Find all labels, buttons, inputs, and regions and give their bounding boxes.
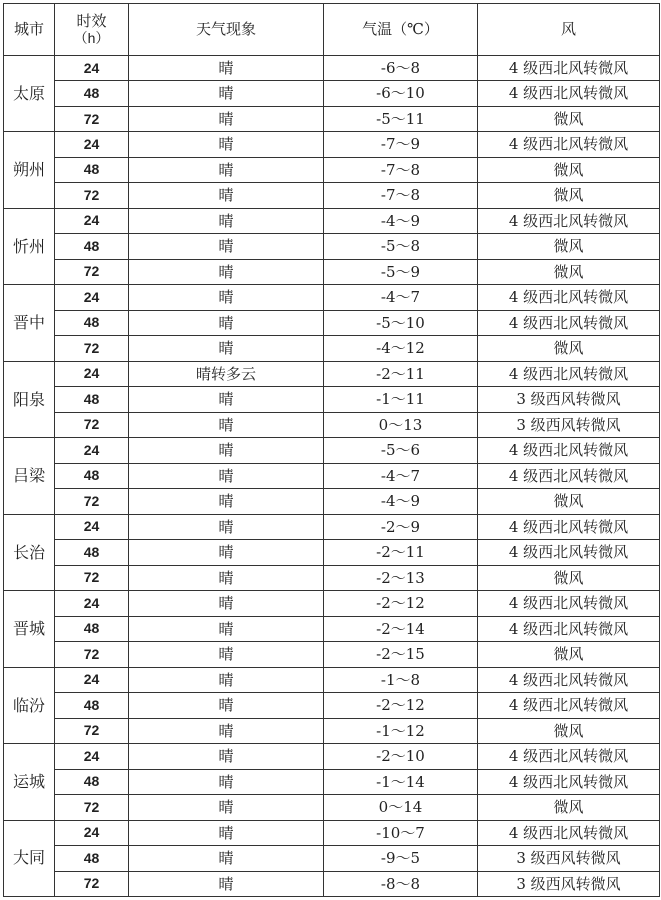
weather-cell: 晴 — [129, 208, 324, 233]
table-row — [4, 208, 660, 233]
period-cell: 24 — [55, 132, 129, 157]
period-cell: 48 — [55, 769, 129, 794]
table-row — [4, 795, 660, 820]
wind-cell: 4 级西北风转微风 — [478, 56, 660, 81]
temp-cell: -1～12 — [324, 718, 478, 743]
weather-cell: 晴 — [129, 336, 324, 361]
period-cell: 72 — [55, 871, 129, 897]
temp-cell: -2～10 — [324, 744, 478, 769]
weather-cell: 晴 — [129, 795, 324, 820]
period-cell: 72 — [55, 795, 129, 820]
temp-cell: -8～8 — [324, 871, 478, 897]
city-name: 吕梁 — [4, 438, 55, 514]
weather-cell: 晴 — [129, 412, 324, 437]
forecast-body — [4, 56, 660, 897]
period-cell: 48 — [55, 81, 129, 106]
table-row — [4, 259, 660, 284]
wind-cell: 4 级西北风转微风 — [478, 616, 660, 641]
period-cell: 24 — [55, 820, 129, 845]
period-cell: 48 — [55, 234, 129, 259]
period-cell: 24 — [55, 591, 129, 616]
weather-cell: 晴 — [129, 514, 324, 539]
period-cell: 72 — [55, 336, 129, 361]
table-row — [4, 871, 660, 897]
wind-cell: 3 级西风转微风 — [478, 387, 660, 412]
header-weather: 天气现象 — [129, 4, 324, 56]
table-row — [4, 56, 660, 81]
table-row — [4, 540, 660, 565]
weather-cell: 晴 — [129, 846, 324, 871]
temp-cell: -2～11 — [324, 540, 478, 565]
temp-cell: -5～10 — [324, 310, 478, 335]
header-city: 城市 — [4, 4, 55, 56]
wind-cell: 3 级西风转微风 — [478, 412, 660, 437]
period-cell: 72 — [55, 259, 129, 284]
header-temp: 气温（℃） — [324, 4, 478, 56]
wind-cell: 4 级西北风转微风 — [478, 208, 660, 233]
weather-cell: 晴转多云 — [129, 361, 324, 386]
city-name: 忻州 — [4, 208, 55, 284]
table-row — [4, 820, 660, 845]
table-row — [4, 310, 660, 335]
temp-cell: -2～12 — [324, 591, 478, 616]
table-row — [4, 361, 660, 386]
city-name: 大同 — [4, 820, 55, 896]
weather-cell: 晴 — [129, 106, 324, 131]
weather-cell: 晴 — [129, 387, 324, 412]
table-row — [4, 463, 660, 488]
table-row — [4, 565, 660, 590]
city-name: 太原 — [4, 56, 55, 132]
period-cell: 24 — [55, 744, 129, 769]
city-name: 运城 — [4, 744, 55, 820]
wind-cell: 4 级西北风转微风 — [478, 591, 660, 616]
wind-cell: 3 级西风转微风 — [478, 846, 660, 871]
period-cell: 48 — [55, 310, 129, 335]
wind-cell: 4 级西北风转微风 — [478, 744, 660, 769]
table-row — [4, 693, 660, 718]
table-row — [4, 591, 660, 616]
table-row — [4, 667, 660, 692]
period-cell: 24 — [55, 438, 129, 463]
temp-cell: -5～8 — [324, 234, 478, 259]
wind-cell: 4 级西北风转微风 — [478, 132, 660, 157]
table-row — [4, 489, 660, 514]
wind-cell: 4 级西北风转微风 — [478, 438, 660, 463]
temp-cell: -9～5 — [324, 846, 478, 871]
weather-cell: 晴 — [129, 769, 324, 794]
city-name: 晋城 — [4, 591, 55, 667]
weather-cell: 晴 — [129, 56, 324, 81]
wind-cell: 微风 — [478, 183, 660, 208]
wind-cell: 微风 — [478, 336, 660, 361]
city-name: 长治 — [4, 514, 55, 590]
wind-cell: 微风 — [478, 642, 660, 667]
period-cell: 48 — [55, 157, 129, 182]
table-row — [4, 744, 660, 769]
weather-cell: 晴 — [129, 565, 324, 590]
temp-cell: -5～6 — [324, 438, 478, 463]
temp-cell: 0～13 — [324, 412, 478, 437]
period-cell: 48 — [55, 693, 129, 718]
temp-cell: -7～8 — [324, 157, 478, 182]
period-cell: 72 — [55, 489, 129, 514]
weather-cell: 晴 — [129, 81, 324, 106]
temp-cell: -1～14 — [324, 769, 478, 794]
temp-cell: -7～9 — [324, 132, 478, 157]
weather-cell: 晴 — [129, 157, 324, 182]
wind-cell: 4 级西北风转微风 — [478, 310, 660, 335]
city-name: 晋中 — [4, 285, 55, 361]
header-period-label: 时效 — [76, 11, 107, 30]
wind-cell: 4 级西北风转微风 — [478, 540, 660, 565]
temp-cell: -2～9 — [324, 514, 478, 539]
wind-cell: 微风 — [478, 259, 660, 284]
temp-cell: -5～9 — [324, 259, 478, 284]
period-cell: 48 — [55, 540, 129, 565]
temp-cell: -4～12 — [324, 336, 478, 361]
period-cell: 24 — [55, 667, 129, 692]
period-cell: 72 — [55, 183, 129, 208]
wind-cell: 4 级西北风转微风 — [478, 285, 660, 310]
header-row — [4, 4, 660, 56]
temp-cell: -2～15 — [324, 642, 478, 667]
wind-cell: 4 级西北风转微风 — [478, 820, 660, 845]
table-row — [4, 718, 660, 743]
header-period-unit: （h） — [73, 30, 110, 47]
wind-cell: 微风 — [478, 489, 660, 514]
temp-cell: 0～14 — [324, 795, 478, 820]
weather-cell: 晴 — [129, 642, 324, 667]
period-cell: 24 — [55, 56, 129, 81]
weather-cell: 晴 — [129, 820, 324, 845]
weather-cell: 晴 — [129, 132, 324, 157]
temp-cell: -4～7 — [324, 285, 478, 310]
temp-cell: -2～14 — [324, 616, 478, 641]
weather-cell: 晴 — [129, 718, 324, 743]
weather-cell: 晴 — [129, 616, 324, 641]
wind-cell: 微风 — [478, 718, 660, 743]
weather-cell: 晴 — [129, 744, 324, 769]
temp-cell: -2～12 — [324, 693, 478, 718]
wind-cell: 4 级西北风转微风 — [478, 463, 660, 488]
weather-cell: 晴 — [129, 310, 324, 335]
period-cell: 24 — [55, 514, 129, 539]
weather-cell: 晴 — [129, 285, 324, 310]
period-cell: 72 — [55, 642, 129, 667]
temp-cell: -6～8 — [324, 56, 478, 81]
temp-cell: -5～11 — [324, 106, 478, 131]
temp-cell: -4～9 — [324, 489, 478, 514]
period-cell: 72 — [55, 106, 129, 131]
wind-cell: 4 级西北风转微风 — [478, 667, 660, 692]
wind-cell: 微风 — [478, 234, 660, 259]
header-period — [55, 4, 129, 56]
period-cell: 24 — [55, 208, 129, 233]
period-cell: 72 — [55, 412, 129, 437]
table-row — [4, 285, 660, 310]
weather-cell: 晴 — [129, 463, 324, 488]
table-row — [4, 616, 660, 641]
weather-cell: 晴 — [129, 591, 324, 616]
table-row — [4, 234, 660, 259]
city-name: 临汾 — [4, 667, 55, 743]
weather-cell: 晴 — [129, 540, 324, 565]
wind-cell: 3 级西风转微风 — [478, 871, 660, 897]
period-cell: 24 — [55, 361, 129, 386]
temp-cell: -4～7 — [324, 463, 478, 488]
wind-cell: 微风 — [478, 565, 660, 590]
table-row — [4, 336, 660, 361]
table-row — [4, 412, 660, 437]
weather-cell: 晴 — [129, 693, 324, 718]
period-cell: 72 — [55, 718, 129, 743]
table-row — [4, 183, 660, 208]
table-row — [4, 132, 660, 157]
table-row — [4, 157, 660, 182]
period-cell: 48 — [55, 846, 129, 871]
period-cell: 48 — [55, 463, 129, 488]
temp-cell: -10～7 — [324, 820, 478, 845]
period-cell: 72 — [55, 565, 129, 590]
period-cell: 48 — [55, 387, 129, 412]
temp-cell: -6～10 — [324, 81, 478, 106]
wind-cell: 4 级西北风转微风 — [478, 693, 660, 718]
weather-cell: 晴 — [129, 234, 324, 259]
weather-cell: 晴 — [129, 183, 324, 208]
city-name: 阳泉 — [4, 361, 55, 437]
temp-cell: -7～8 — [324, 183, 478, 208]
weather-cell: 晴 — [129, 259, 324, 284]
table-row — [4, 642, 660, 667]
table-row — [4, 769, 660, 794]
period-cell: 24 — [55, 285, 129, 310]
temp-cell: -4～9 — [324, 208, 478, 233]
table-row — [4, 438, 660, 463]
wind-cell: 微风 — [478, 795, 660, 820]
weather-cell: 晴 — [129, 871, 324, 897]
weather-cell: 晴 — [129, 667, 324, 692]
table-row — [4, 387, 660, 412]
wind-cell: 4 级西北风转微风 — [478, 81, 660, 106]
temp-cell: -1～11 — [324, 387, 478, 412]
table-row — [4, 81, 660, 106]
wind-cell: 4 级西北风转微风 — [478, 361, 660, 386]
table-row — [4, 846, 660, 871]
header-wind: 风 — [478, 4, 660, 56]
wind-cell: 4 级西北风转微风 — [478, 769, 660, 794]
period-cell: 48 — [55, 616, 129, 641]
table-row — [4, 514, 660, 539]
city-name: 朔州 — [4, 132, 55, 208]
table-row — [4, 106, 660, 131]
forecast-table — [3, 3, 660, 897]
wind-cell: 4 级西北风转微风 — [478, 514, 660, 539]
wind-cell: 微风 — [478, 157, 660, 182]
weather-cell: 晴 — [129, 489, 324, 514]
wind-cell: 微风 — [478, 106, 660, 131]
weather-cell: 晴 — [129, 438, 324, 463]
temp-cell: -1～8 — [324, 667, 478, 692]
temp-cell: -2～11 — [324, 361, 478, 386]
temp-cell: -2～13 — [324, 565, 478, 590]
